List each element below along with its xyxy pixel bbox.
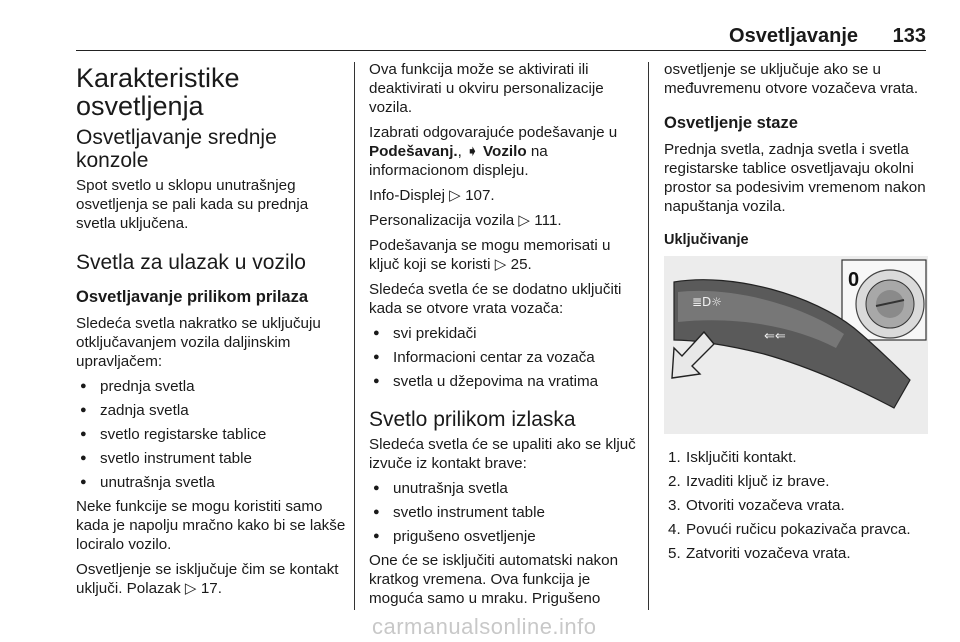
list-item: ● unutrašnja svetla [369,479,637,498]
column-3 [664,60,928,568]
ignition-position-label: 0 [848,269,860,291]
lights-symbol-icon: ≣D☼ [692,295,723,309]
watermark: carmanualsonline.info [372,614,597,639]
indicator-stalk-illustration [664,256,928,434]
section-title-exit-lighting: Svetlo prilikom izlaska [369,408,576,431]
list-item: ● zadnja svetla [76,401,346,420]
reference-personalization[interactable]: Personalizacija vozila ▷ 111. [369,212,562,229]
paragraph-approach-lighting: Sledeća svetla nakratko se uključuju otključavanjem vozila daljinskim upravljačem: [76,315,321,370]
reference-link-start[interactable]: ▷ 17. [184,580,222,597]
paragraph-path-lighting: Prednja svetla, zadnja svetla i svetla registarske tablice osvetljavaju okolni prostor sa podesivim vremenom nakon napuštanja vozila. [664,141,926,215]
column-divider [648,62,649,610]
reference-info-display[interactable]: Info-Displej ▷ 107. [369,187,495,204]
exit-lights-list [369,479,637,546]
list-item: ● svetlo instrument table [76,449,346,468]
approach-lights-list [76,377,346,492]
menu-settings: Podešavanj. [369,143,458,160]
paragraph-auto-off: One će se isključiti automatski nakon kratkog vremena. Ova funkcija je moguća samo u mraku. Prigušeno [369,552,619,607]
subsection-title-approach-lighting: Osvetljavanje prilikom prilaza [76,288,309,306]
subsection-title-activation: Uključivanje [664,232,749,248]
list-item: ● svi prekidači [369,324,637,343]
step-item: 3. Otvoriti vozačeva vrata. [668,497,845,514]
paragraph-settings-path: Izabrati odgovarajuće podešavanje u Podešavanj., ➧ Vozilo na informacionom displeju. [369,124,618,179]
door-lights-list [369,324,637,391]
list-item: ● svetla u džepovima na vratima [369,372,637,391]
paragraph-switch-off: Osvetljenje se isključuje čim se kontakt uključi. Polazak ▷ 17. [76,561,339,597]
page-header [76,20,926,51]
chapter-heading: Karakteristike osvetljenja [76,63,240,121]
paragraph-personalization: Ova funkcija može se aktivirati ili deaktivirati u okviru personalizacije vozila. [369,61,604,116]
list-item: ● Informacioni centar za vozača [369,348,637,367]
list-item: ● svetlo instrument table [369,503,637,522]
running-title: Osvetljavanje [729,25,858,47]
paragraph-key-memory: Podešavanja se mogu memorisati u ključ koji se koristi ▷ 25. [369,237,611,273]
list-item: ● unutrašnja svetla [76,473,346,492]
subsection-title-path-lighting: Osvetljenje staze [664,114,798,132]
column-2 [369,60,637,614]
stalk-drawing [664,256,928,434]
paragraph-driver-door: Sledeća svetla će se dodatno uključiti kada se otvore vrata vozača: [369,281,622,317]
section-title-console-lighting: Osvetljavanje srednje konzole [76,126,277,172]
list-item: ● prednja svetla [76,377,346,396]
column-1 [76,60,346,604]
page-number: 133 [892,25,926,47]
list-item: ● prigušeno osvetljenje [369,527,637,546]
menu-vehicle: Vozilo [483,143,527,160]
step-item: 5. Zatvoriti vozačeva vrata. [668,545,851,562]
activation-steps [664,448,928,563]
paragraph-console-lighting: Spot svetlo u sklopu unutrašnjeg osvetljenja se pali kada su prednja svetla uključena. [76,177,309,232]
step-item: 1. Isključiti kontakt. [668,449,797,466]
beam-symbol-icon: ⇐⇐ [764,329,786,344]
column-divider [354,62,355,610]
paragraph-exit-lighting: Sledeća svetla će se upaliti ako se ključ izvuče iz kontakt brave: [369,436,636,472]
paragraph-continued: osvetljenje se uključuje ako se u međuvremenu otvore vozačeva vrata. [664,61,919,97]
list-item: ● svetlo registarske tablice [76,425,346,444]
section-title-entry-lighting: Svetla za ulazak u vozilo [76,251,306,274]
paragraph-dark-only: Neke funkcije se mogu koristiti samo kada je napolju mračno kako bi se lakše lociralo vozilo. [76,498,346,553]
step-item: 4. Povući ručicu pokazivača pravca. [668,521,911,538]
step-item: 2. Izvaditi ključ iz brave. [668,473,830,490]
